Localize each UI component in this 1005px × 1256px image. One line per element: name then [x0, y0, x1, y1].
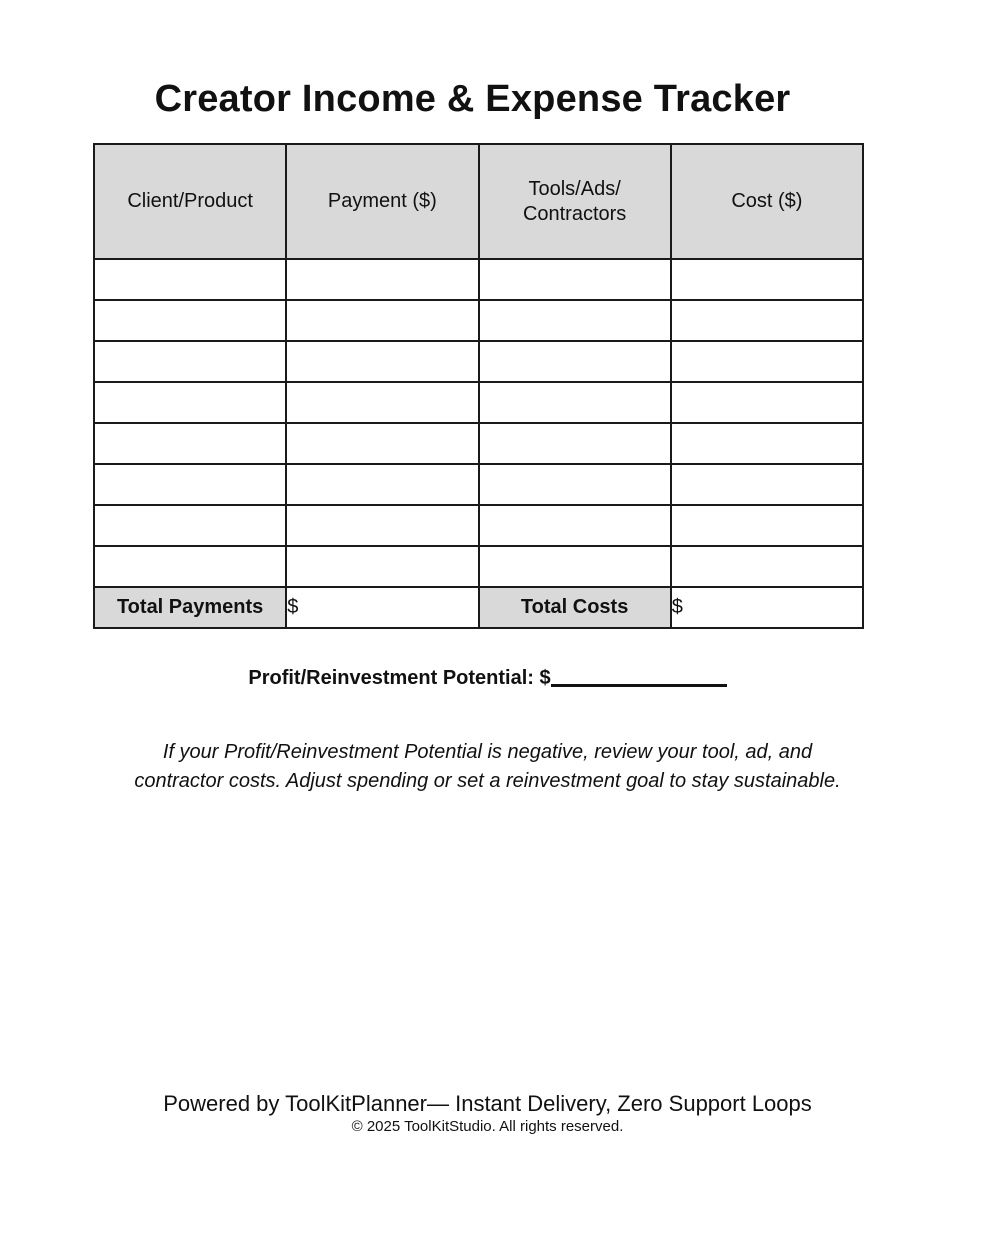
guidance-note: If your Profit/Reinvestment Potential is negative, review your tool, ad, and contractor costs. Adjust spending or set a reinvestment goal to stay sustainable. [134, 741, 841, 792]
cost-cell[interactable] [671, 505, 863, 546]
table-row [94, 464, 863, 505]
page-title: Creator Income & Expense Tracker [154, 78, 791, 120]
table-row [94, 259, 863, 300]
total-costs-value[interactable]: $ [671, 587, 863, 628]
footer-powered-by: Powered by ToolKitPlanner— Instant Delivery, Zero Support Loops [163, 1091, 812, 1116]
footer-copyright: © 2025 ToolKitStudio. All rights reserved. [351, 1118, 624, 1135]
header-client-product-label: Client/Product [127, 190, 253, 212]
table-row [94, 341, 863, 382]
table-body [94, 259, 863, 628]
tools-cell[interactable] [479, 382, 671, 423]
cost-cell[interactable] [671, 300, 863, 341]
payment-cell[interactable] [286, 382, 478, 423]
totals-row [94, 587, 863, 628]
tools-cell[interactable] [479, 505, 671, 546]
header-row [94, 144, 863, 259]
table-row [94, 546, 863, 587]
tools-cell[interactable] [479, 423, 671, 464]
cost-cell[interactable] [671, 341, 863, 382]
table-row [94, 505, 863, 546]
client-product-cell[interactable] [94, 341, 286, 382]
payment-cell[interactable] [286, 423, 478, 464]
total-payments-label: Total Payments [94, 587, 286, 628]
payment-cell[interactable] [286, 505, 478, 546]
header-tools-label: Tools/Ads/ Contractors [522, 177, 627, 225]
client-product-cell[interactable] [94, 464, 286, 505]
table-row [94, 423, 863, 464]
table-header [94, 144, 863, 259]
header-cost-label: Cost ($) [731, 190, 803, 212]
payment-cell[interactable] [286, 341, 478, 382]
header-payment [286, 144, 478, 259]
total-costs-label: Total Costs [479, 587, 671, 628]
header-client-product [94, 144, 286, 259]
tools-cell[interactable] [479, 259, 671, 300]
client-product-cell[interactable] [94, 505, 286, 546]
cost-cell[interactable] [671, 382, 863, 423]
tools-cell[interactable] [479, 341, 671, 382]
client-product-cell[interactable] [94, 300, 286, 341]
profit-reinvestment-line [0, 664, 975, 690]
payment-cell[interactable] [286, 546, 478, 587]
tracker-table [93, 143, 864, 629]
table-row [94, 382, 863, 423]
cost-cell[interactable] [671, 259, 863, 300]
cost-cell[interactable] [671, 546, 863, 587]
profit-reinvestment-label: Profit/Reinvestment Potential: $ [248, 667, 551, 689]
client-product-cell[interactable] [94, 259, 286, 300]
payment-cell[interactable] [286, 300, 478, 341]
header-cost [671, 144, 863, 259]
cost-cell[interactable] [671, 423, 863, 464]
header-tools-ads-contractors [479, 144, 671, 259]
tools-cell[interactable] [479, 464, 671, 505]
client-product-cell[interactable] [94, 546, 286, 587]
tools-cell[interactable] [479, 546, 671, 587]
profit-reinvestment-blank[interactable] [551, 664, 727, 687]
table-row [94, 300, 863, 341]
total-payments-value[interactable]: $ [286, 587, 478, 628]
client-product-cell[interactable] [94, 382, 286, 423]
cost-cell[interactable] [671, 464, 863, 505]
header-payment-label: Payment ($) [327, 190, 437, 212]
payment-cell[interactable] [286, 259, 478, 300]
payment-cell[interactable] [286, 464, 478, 505]
client-product-cell[interactable] [94, 423, 286, 464]
tools-cell[interactable] [479, 300, 671, 341]
